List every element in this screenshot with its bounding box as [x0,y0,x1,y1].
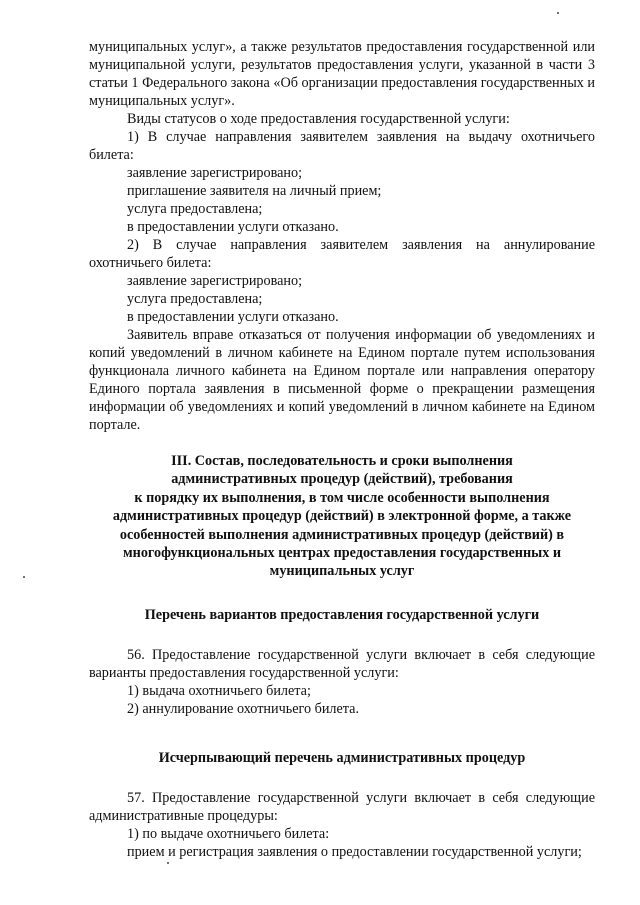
list-item: 2) аннулирование охотничьего билета. [127,700,360,717]
paragraph-57: 57. Предоставление государственной услуги включает в себя следующие административные процедуры: [89,789,595,824]
section-heading-line: к порядку их выполнения, в том числе особенности выполнения [134,489,550,506]
section-heading-line: особенностей выполнения административных процедур (действий) в [119,526,565,543]
paragraph-57-item1-text: прием и регистрация заявления о предоставлении государственной услуги; [127,843,582,860]
scan-speck-mark [167,862,169,864]
statuses-heading: Виды статусов о ходе предоставления государственной услуги: [127,111,510,127]
list-item: заявление зарегистрировано; [127,273,303,289]
section-heading-line: муниципальных услуг [269,563,415,580]
list-item: в предоставлении услуги отказано. [127,219,339,235]
list-item: услуга предоставлена; [127,291,263,307]
refusal-paragraph: Заявитель вправе отказаться от получения информации об уведомлениях и копий уведомлений в личном кабинете на Едином портале путем использования функционала личного кабинета на Едином портале или направления оператору Единого портала заявления в письменной форме о прекращении размещения информации об уведомлениях и копий уведомлений в личном кабинете на Едином портале. [89,327,595,433]
procedures-heading: Исчерпывающий перечень административных процедур [158,749,526,766]
list-item: в предоставлении услуги отказано. [127,309,339,325]
section-heading-line: III. Состав, последовательность и сроки выполнения [171,453,513,469]
section-3-heading [89,452,595,581]
scan-speck-mark [557,12,559,14]
list-item: 1) по выдаче охотничьего билета: [127,825,330,842]
paragraph-56: 56. Предоставление государственной услуги включает в себя следующие варианты предоставления государственной услуги: [89,646,595,681]
case1-title: 1) В случае направления заявителем заявления на выдачу охотничьего билета: [89,129,595,163]
list-item: заявление зарегистрировано; [127,165,303,181]
document-page [89,38,595,861]
scan-speck-mark [23,576,25,578]
list-item: приглашение заявителя на личный прием; [127,183,382,199]
section-heading-line: административных процедур (действий) в электронной форме, а также [112,508,572,525]
section-heading-line: административных процедур (действий), требования [171,471,513,488]
list-item: 1) выдача охотничьего билета; [127,682,311,699]
section-heading-line: многофункциональных центрах предоставления государственных и [122,545,562,562]
intro-paragraph: муниципальных услуг», а также результатов предоставления государственной или муниципальной услуги, результатов предоставления услуги, указанной в части 3 статьи 1 Федерального закона «Об организации предоставления государственных и муниципальных услуг». [89,39,595,109]
case2-title: 2) В случае направления заявителем заявления на аннулирование охотничьего билета: [89,237,595,271]
variants-heading: Перечень вариантов предоставления государственной услуги [144,606,540,623]
list-item: услуга предоставлена; [127,201,263,217]
